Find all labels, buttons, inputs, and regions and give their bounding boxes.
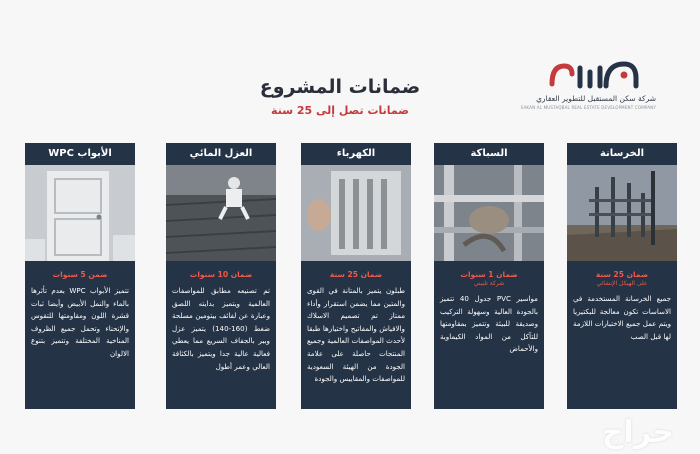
warranty-label: ضمان 25 سنة (595, 270, 649, 279)
logo-mark-icon (540, 58, 640, 92)
card-electrical (301, 143, 411, 409)
card-description: جميع الخرسانة المستخدمة في الاساسات تكون معالجة للبكتيريا ويتم عمل جميع الاختبارات اللازمة لها قبل الصب (573, 294, 671, 341)
wpc-door-photo (25, 165, 135, 261)
warranty-label: ضمان 25 سنة (329, 270, 383, 279)
card-title: العزل المائي (189, 148, 253, 159)
company-name: شركة سكن المستقبل للتطوير العقاري (536, 94, 656, 103)
card-title: الأبواب WPC (48, 148, 112, 159)
warranty-label: ضمان 1 سنوات (460, 270, 518, 279)
watermark: حراج (601, 415, 674, 450)
warranty-label: ضمن 5 سنوات (52, 270, 108, 279)
card-doors (25, 143, 135, 409)
card-description: طبلون يتميز بالمتانة في القوى والمتين مما يضمن استقرار وأداء ممتاز تم تصميم الاسلاك والافياش والمفاتيح واختيارها طبقا لأحدث المواصفات العالمية وجميع المنتجات حاصلة على علامة الجودة من الهيئة السعودية للمواصفات والمقاييس والجودة (307, 286, 405, 384)
waterproofing-roof-photo (166, 165, 276, 261)
plumbing-pipes-photo (434, 165, 544, 261)
electrical-panel-photo (301, 165, 411, 261)
card-waterproofing (166, 143, 276, 409)
construction-site-photo (567, 165, 677, 261)
card-description: تم تصنيعه مطابق للمواصفات العالمية ويتميز بدايته اللصق وعبارة عن لفائف بيتومين مسلحة ضغط (160-140) يتميز عزل وبير بالجفاف السريع مما يعطي فعالية عالية جدا ويتميز بالكثافة العالي وعمر أطول (172, 286, 270, 371)
page-heading (220, 74, 460, 117)
company-logo (520, 58, 656, 118)
card-plumbing (434, 143, 544, 409)
card-description: تتميز الأبواب WPC بعدم تأثرها بالماء والنمل الأبيض وأيضا ثبات قشرة اللون ومقاومتها للتقوس والإنحناء وتحمل جميع الظروف المناخية المختلفة وتتميز بتنوع الالوان (31, 286, 129, 358)
card-title: الخرسانة (599, 148, 645, 159)
card-title: الكهرباء (336, 148, 376, 159)
page-title: ضمانات المشروع (259, 76, 421, 98)
page-subtitle: ضمانات تصل إلى 25 سنة (271, 104, 409, 117)
warranty-provider: شركة تلبيني (473, 280, 505, 287)
company-name-en: SAKAN AL MUSTAQBAL REAL ESTATE DEVELOPMENT COMPANY (520, 105, 656, 110)
warranty-label: ضمان 10 سنوات (189, 270, 253, 279)
card-title: السباكة (470, 148, 508, 159)
card-concrete (567, 143, 677, 409)
card-description: مواسير PVC جدول 40 تتميز بالجودة العالية وسهولة التركيب وصديقة للبيئة وتتميز بمقاومتها للتآكل من المواد الكيماوية والأحماض (440, 294, 538, 354)
warranty-scope: على الهيكل الإنشائي (596, 280, 648, 287)
